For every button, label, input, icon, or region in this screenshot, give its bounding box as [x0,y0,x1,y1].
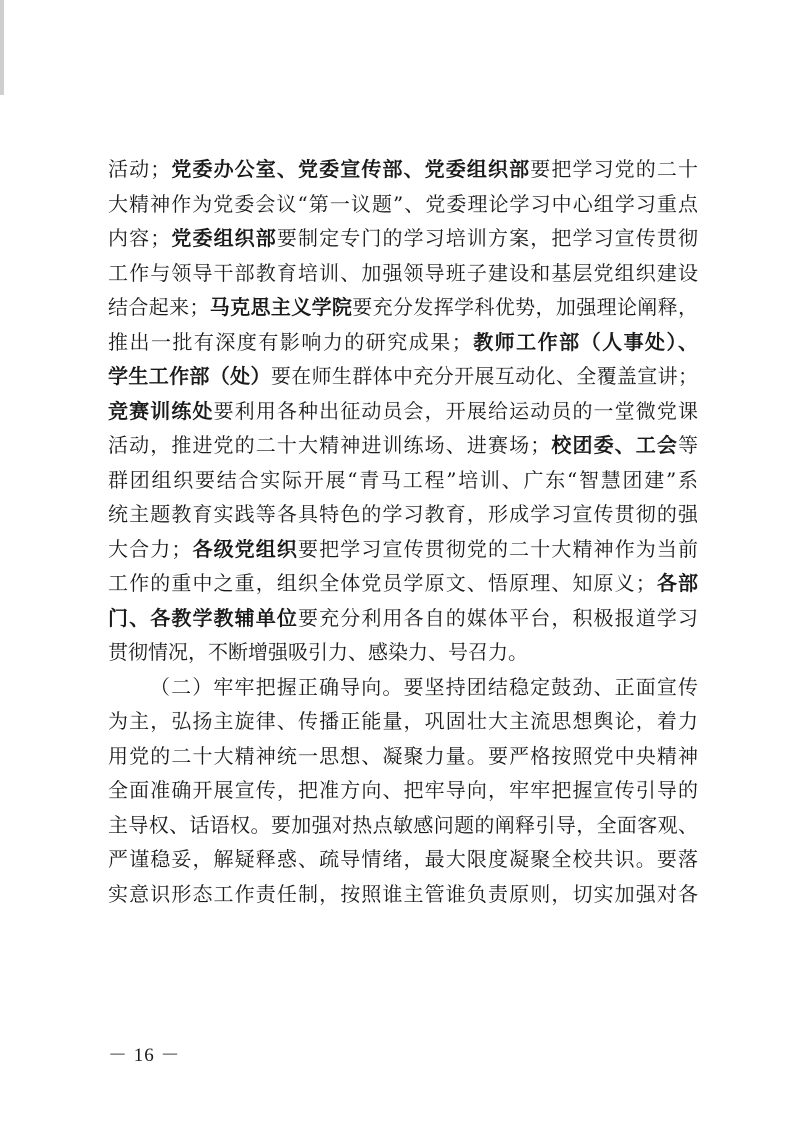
text-span: 结合起来； [108,295,210,319]
bold-unit-names: 门、各教学教辅单位 [108,605,298,630]
text-line [108,394,698,429]
bold-unit-names: 党委办公室、党委宣传部、党委组织部 [170,157,531,181]
section-heading-line: （二）牢牢把握正确导向。要坚持团结稳定鼓劲、正面宣传 [150,674,698,699]
text-span: 要制定专门的学习培训方案，把学习宣传贯彻 [276,226,698,250]
text-line: 用党的二十大精神统一思想、凝聚力量。要严格按照党中央精神 [108,743,698,768]
text-line [108,532,698,567]
text-line: 贯彻情况，不断增强吸引力、感染力、号召力。 [108,640,528,664]
text-line: 主导权、话语权。要加强对热点敏感问题的阐释引导，全面客观、 [108,812,698,837]
bold-unit-names: 党委组织部 [170,226,277,250]
bold-unit-names: 校团委、工会 [550,433,679,457]
bold-unit-names: 马克思主义学院 [209,295,353,319]
text-line: 实意识形态工作责任制，按照谁主管谁负责原则，切实加强对各 [108,881,698,906]
text-span: 活动； [108,157,171,181]
text-line: 为主，弘扬主旋律、传播正能量，巩固壮大主流思想舆论，着力 [108,709,698,733]
text-span: 大合力； [108,536,192,561]
bold-unit-names: 学生工作部（处） [108,364,271,388]
text-span: 内容； [108,226,171,250]
text-span: 工作的重中之重，组织全体党员学原文、悟原理、知原义； [108,571,656,595]
bold-unit-names: 竞赛训练处 [108,398,214,423]
text-line [108,152,698,187]
text-line: 全面准确开展宣传，把准方向、把牢导向，牢牢把握宣传引导的 [108,778,698,802]
text-line [108,359,698,394]
text-line: 统主题教育实践等各具特色的学习教育，形成学习宣传贯彻的强 [108,502,698,526]
text-line: 群团组织要结合实际开展“青马工程”培训、广东“智慧团建”系 [108,467,698,492]
bold-unit-names: 教师工作部（人事处）、 [471,329,698,354]
text-span: 活动，推进党的二十大精神进训练场、进赛场； [108,433,551,457]
body-text [108,152,698,911]
text-span: 要充分发挥学科优势，加强理论阐释， [352,295,698,319]
text-span: 要利用各种出征动员会，开展给运动员的一堂微党课 [213,398,698,423]
text-line [108,221,698,256]
bold-unit-names: 各部 [655,571,698,595]
scan-edge [0,0,4,95]
text-line: 工作与领导干部教育培训、加强领导班子建设和基层党组织建设 [108,260,698,285]
text-span: 要在师生群体中充分开展互动化、全覆盖宣讲； [270,364,698,388]
text-line [108,290,698,325]
text-span: 等 [678,433,698,457]
text-line [108,601,698,636]
text-span: 要把学习宣传贯彻党的二十大精神作为当前 [298,536,698,561]
text-line: 大精神作为党委会议“第一议题”、党委理论学习中心组学习重点 [108,191,698,216]
text-span: 要把学习党的二十 [530,157,698,181]
text-line [108,428,698,463]
text-line [108,566,698,601]
text-line [108,325,698,360]
bold-unit-names: 各级党组织 [191,536,299,561]
text-span: 推出一批有深度有影响力的研究成果； [108,329,472,354]
text-span: 要充分利用各自的媒体平台，积极报道学习 [298,605,698,630]
text-line: 严谨稳妥，解疑释惑、疏导情绪，最大限度凝聚全校共识。要落 [108,847,698,871]
page-number: － 16 － [108,1045,181,1066]
